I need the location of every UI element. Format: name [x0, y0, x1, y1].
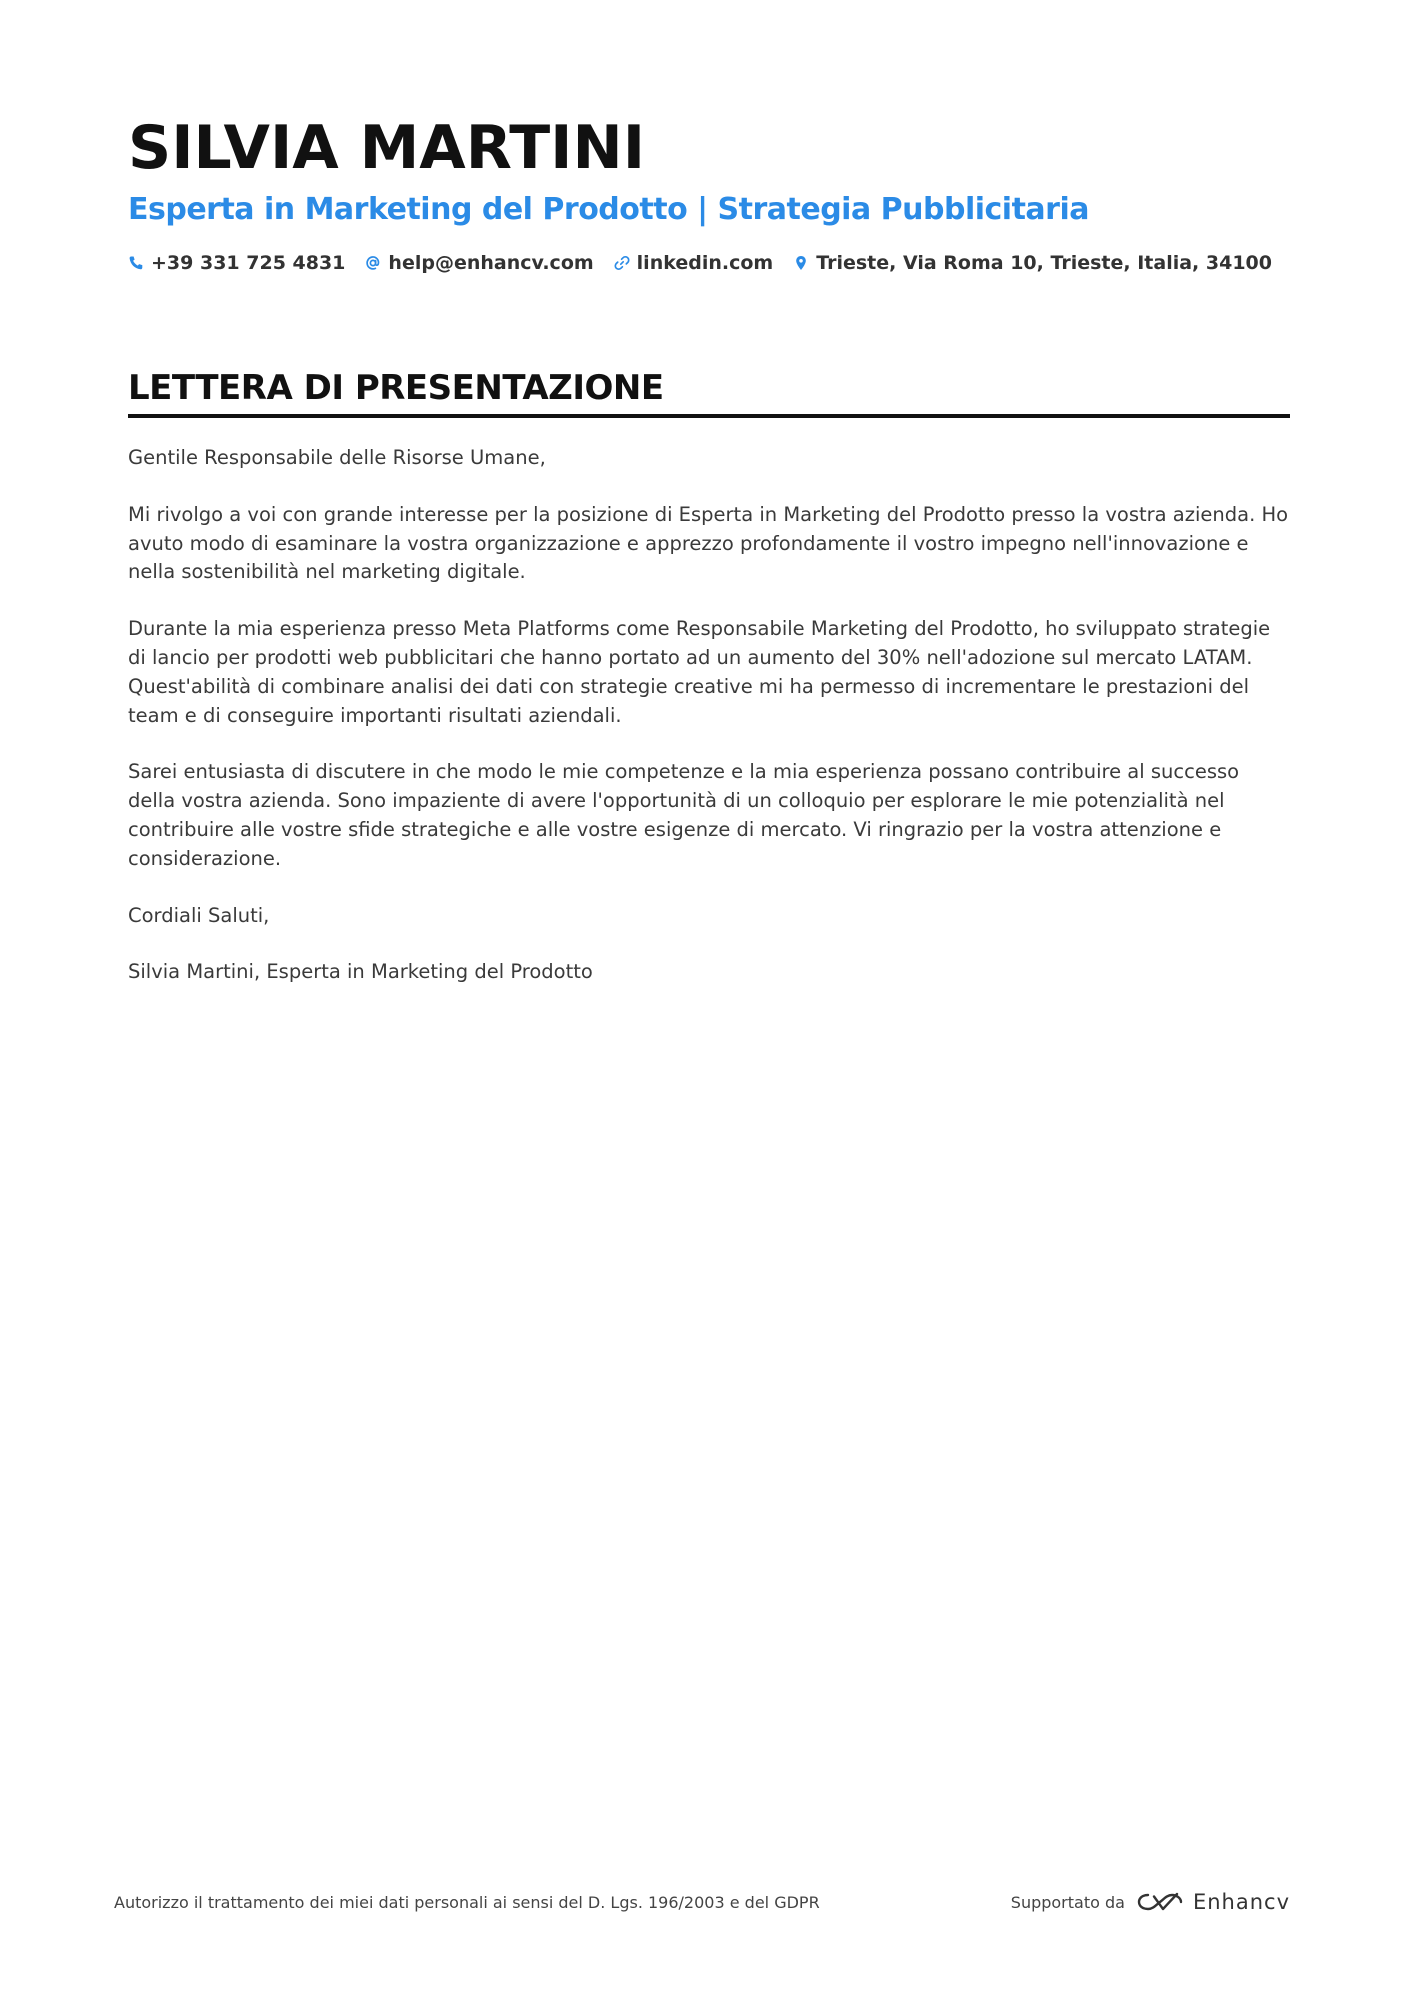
section-divider	[128, 414, 1290, 418]
location-pin-icon	[793, 255, 809, 271]
brand-logo[interactable]	[1137, 1890, 1290, 1914]
phone-icon	[128, 255, 144, 271]
powered-by	[1011, 1890, 1290, 1914]
contact-phone	[128, 252, 345, 274]
letter-signature: Silvia Martini, Esperta in Marketing del Prodotto	[128, 960, 593, 984]
contact-info	[128, 252, 1288, 274]
header	[128, 110, 1288, 274]
privacy-consent: Autorizzo il trattamento dei miei dati personali ai sensi del D. Lgs. 196/2003 e del GDPR	[114, 1892, 820, 1912]
link-icon	[614, 255, 630, 271]
section-title: LETTERA DI PRESENTAZIONE	[128, 368, 664, 408]
cover-letter-section	[128, 366, 1290, 1015]
email-address[interactable]: help@enhancv.com	[388, 252, 594, 274]
letter-body	[128, 444, 1290, 987]
candidate-subtitle: Esperta in Marketing del Prodotto | Strategia Pubblicitaria	[128, 192, 1089, 227]
letter-greeting: Gentile Responsabile delle Risorse Umane,	[128, 446, 546, 469]
candidate-name: SILVIA MARTINI	[128, 113, 646, 183]
letter-closing: Cordiali Saluti,	[128, 903, 270, 927]
location-address: Trieste, Via Roma 10, Trieste, Italia, 34100	[816, 252, 1272, 274]
phone-number[interactable]: +39 331 725 4831	[151, 252, 346, 274]
contact-email	[365, 252, 593, 274]
powered-by-label: Supportato da	[1010, 1892, 1125, 1912]
letter-paragraph-2: Durante la mia esperienza presso Meta Platforms come Responsabile Marketing del Prodotto, ho sviluppato strategie di lancio per prodotti web pubblicitari che hanno portato ad un aumento del 30% nell'adozione sul mercato LATAM. Quest'abilità di combinare analisi dei dati con strategie creative mi ha permesso di incrementare le prestazioni del team e di conseguire importanti risultati aziendali.	[128, 617, 1271, 727]
contact-link	[614, 252, 774, 274]
contact-location	[793, 252, 1272, 274]
letter-paragraph-3: Sarei entusiasta di discutere in che modo le mie competenze e la mia esperienza possano contribuire al successo della vostra azienda. Sono impaziente di avere l'opportunità di un colloquio per esplorare le mie potenzialità nel contribuire alle vostre sfide strategiche e alle vostre esigenze di mercato. Vi ringrazio per la vostra attenzione e considerazione.	[128, 760, 1240, 870]
at-icon	[365, 255, 381, 271]
linkedin-link[interactable]: linkedin.com	[636, 252, 774, 274]
enhancv-logo-icon	[1137, 1890, 1183, 1914]
letter-paragraph-1: Mi rivolgo a voi con grande interesse per la posizione di Esperta in Marketing del Prodotto presso la vostra azienda. Ho avuto modo di esaminare la vostra organizzazione e apprezzo profondamente il vostro impegno nell'innovazione e nella sostenibilità nel marketing digitale.	[128, 502, 1289, 584]
footer	[114, 1890, 1290, 1914]
brand-name: Enhancv	[1192, 1890, 1290, 1914]
